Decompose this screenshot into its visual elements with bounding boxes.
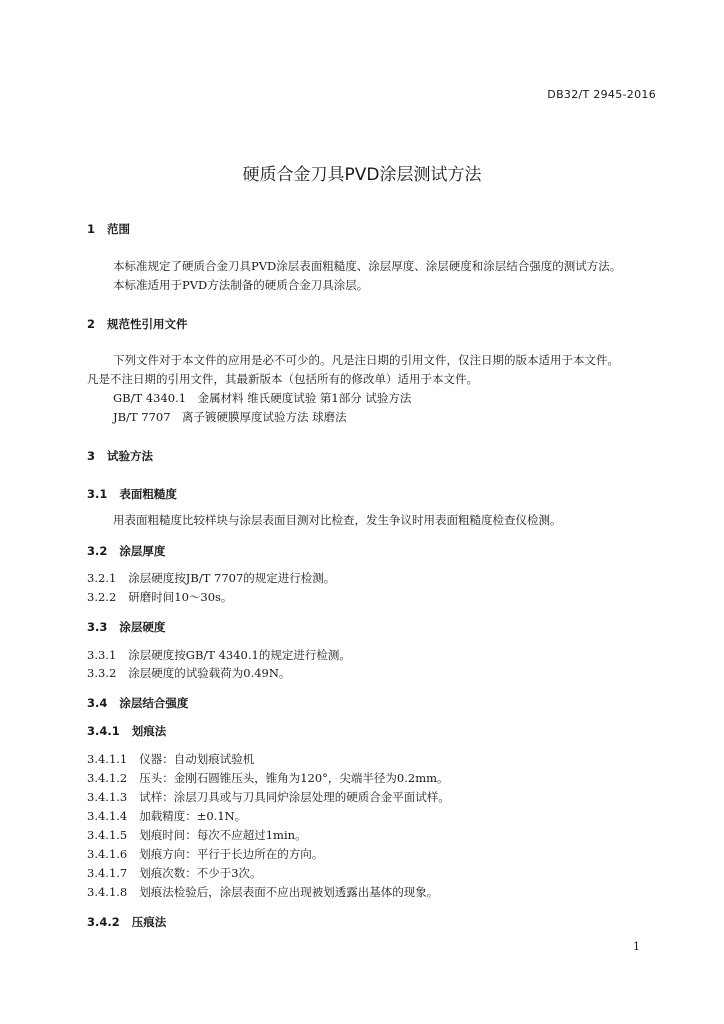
list-item bbox=[87, 589, 232, 605]
item-text: 涂层硬度的试验载荷为0.49N。 bbox=[128, 666, 291, 680]
paragraph: 下列文件对于本文件的应用是必不可少的。凡是注日期的引用文件，仅注日期的版本适用于本文件。 bbox=[113, 353, 619, 367]
reference-item: JB/T 7707 离子镀硬膜厚度试验方法 球磨法 bbox=[113, 410, 347, 424]
section-number: 3 bbox=[87, 449, 96, 463]
item-number: 3.4.1.2 bbox=[87, 771, 128, 785]
item-text: 划痕方向：平行于长边所在的方向。 bbox=[139, 847, 324, 861]
item-number: 3.4.1.6 bbox=[87, 847, 128, 861]
item-number: 3.3.1 bbox=[87, 648, 117, 662]
section-3-2-heading bbox=[87, 543, 165, 559]
item-number: 3.4.1.8 bbox=[87, 885, 128, 899]
section-title: 涂层结合强度 bbox=[119, 696, 189, 710]
paragraph: 凡是不注日期的引用文件，其最新版本（包括所有的修改单）适用于本文件。 bbox=[87, 372, 478, 386]
list-item bbox=[87, 770, 449, 786]
item-number: 3.4.1.3 bbox=[87, 790, 128, 804]
item-number: 3.4.1.4 bbox=[87, 809, 128, 823]
section-number: 3.4 bbox=[87, 696, 108, 710]
item-number: 3.2.1 bbox=[87, 571, 117, 585]
section-1-heading bbox=[87, 221, 130, 237]
list-item bbox=[87, 665, 290, 681]
section-number: 3.4.2 bbox=[87, 915, 120, 929]
section-3-heading bbox=[87, 448, 153, 464]
list-item bbox=[87, 808, 246, 824]
section-title: 试验方法 bbox=[107, 449, 154, 463]
section-title: 划痕法 bbox=[131, 724, 167, 738]
section-2-heading bbox=[87, 316, 188, 332]
document-title: 硬质合金刀具PVD涂层测试方法 bbox=[242, 165, 482, 185]
section-3-4-2-heading bbox=[87, 914, 166, 930]
section-3-4-heading bbox=[87, 695, 188, 711]
section-3-1-heading bbox=[87, 486, 177, 502]
list-item bbox=[87, 884, 438, 900]
section-number: 2 bbox=[87, 317, 96, 331]
reference-item: GB/T 4340.1 金属材料 维氏硬度试验 第1部分 试验方法 bbox=[113, 391, 412, 405]
list-item bbox=[87, 570, 335, 586]
section-title: 涂层硬度 bbox=[119, 620, 166, 634]
section-number: 1 bbox=[87, 222, 96, 236]
section-title: 涂层厚度 bbox=[119, 544, 166, 558]
list-item bbox=[87, 827, 307, 843]
paragraph: 本标准适用于PVD方法制备的硬质合金刀具涂层。 bbox=[113, 278, 369, 292]
list-item bbox=[87, 751, 254, 767]
section-title: 范围 bbox=[107, 222, 131, 236]
list-item bbox=[87, 789, 450, 805]
list-item bbox=[87, 865, 262, 881]
section-number: 3.4.1 bbox=[87, 724, 120, 738]
item-text: 划痕时间：每次不应超过1min。 bbox=[139, 828, 307, 842]
item-text: 试样：涂层刀具或与刀具同炉涂层处理的硬质合金平面试样。 bbox=[139, 790, 450, 804]
paragraph: 本标准规定了硬质合金刀具PVD涂层表面粗糙度、涂层厚度、涂层硬度和涂层结合强度的测试方法。 bbox=[113, 259, 622, 273]
item-text: 加载精度：±0.1N。 bbox=[139, 809, 247, 823]
item-text: 涂层硬度按GB/T 4340.1的规定进行检测。 bbox=[128, 648, 351, 662]
item-number: 3.4.1.7 bbox=[87, 866, 128, 880]
item-text: 压头：金刚石圆锥压头，锥角为120°，尖端半径为0.2mm。 bbox=[139, 771, 449, 785]
section-number: 3.3 bbox=[87, 620, 108, 634]
item-text: 涂层硬度按JB/T 7707的规定进行检测。 bbox=[128, 571, 336, 585]
section-3-4-1-heading bbox=[87, 723, 166, 739]
item-number: 3.4.1.1 bbox=[87, 752, 128, 766]
section-title: 规范性引用文件 bbox=[107, 317, 188, 331]
paragraph: 用表面粗糙度比较样块与涂层表面目测对比检查，发生争议时用表面粗糙度检查仪检测。 bbox=[113, 513, 562, 527]
section-number: 3.2 bbox=[87, 544, 108, 558]
list-item bbox=[87, 846, 323, 862]
item-number: 3.4.1.5 bbox=[87, 828, 128, 842]
page-number: 1 bbox=[633, 940, 640, 953]
item-number: 3.2.2 bbox=[87, 590, 117, 604]
section-title: 表面粗糙度 bbox=[119, 487, 177, 501]
standard-number: DB32/T 2945-2016 bbox=[547, 88, 656, 101]
section-3-3-heading bbox=[87, 619, 165, 635]
item-text: 仪器：自动划痕试验机 bbox=[139, 752, 255, 766]
item-text: 研磨时间10～30s。 bbox=[128, 590, 233, 604]
item-text: 划痕法检验后，涂层表面不应出现被划透露出基体的现象。 bbox=[139, 885, 439, 899]
section-title: 压痕法 bbox=[131, 915, 167, 929]
section-number: 3.1 bbox=[87, 487, 108, 501]
item-number: 3.3.2 bbox=[87, 666, 117, 680]
list-item bbox=[87, 647, 351, 663]
item-text: 划痕次数：不少于3次。 bbox=[139, 866, 262, 880]
